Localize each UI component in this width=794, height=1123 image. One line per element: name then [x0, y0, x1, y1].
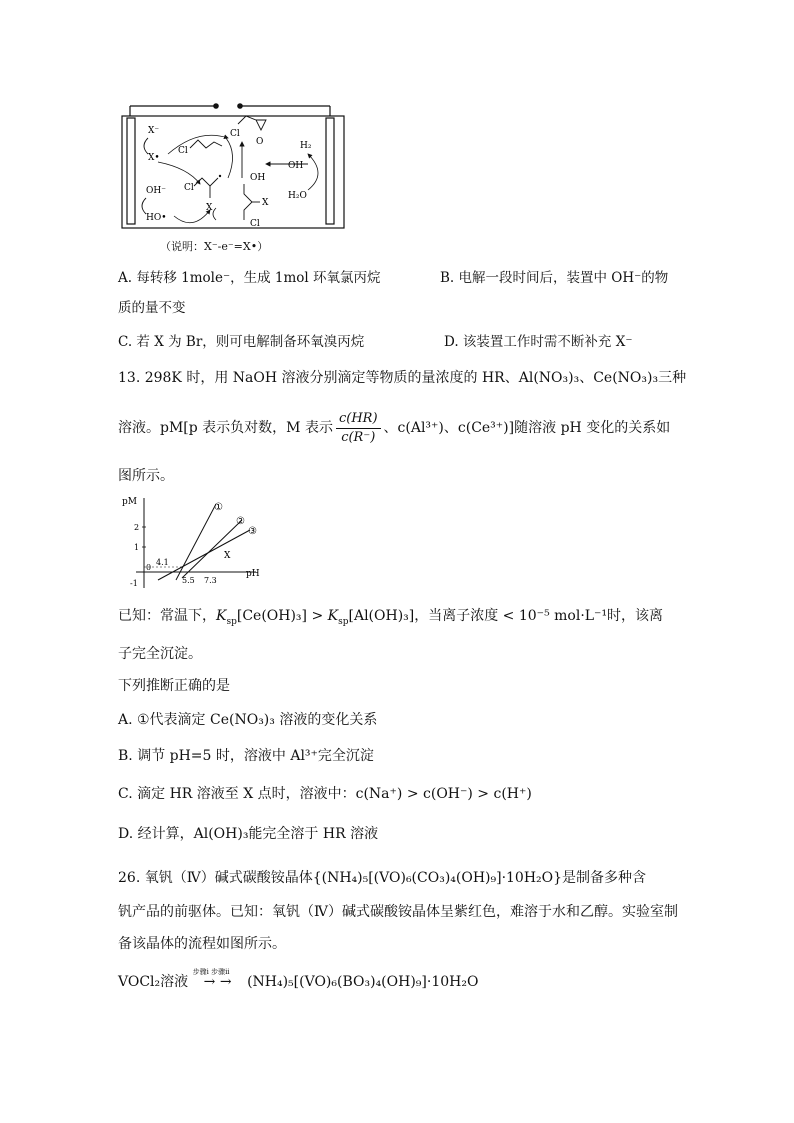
- label-x-radical: X: [206, 203, 213, 213]
- fraction-numerator: c(HR): [336, 410, 381, 429]
- label-x-minus: X⁻: [148, 126, 160, 136]
- label-h2o: H₂O: [288, 191, 307, 201]
- q13-line2-c: ]随溶液 pH 变化的关系如: [508, 420, 671, 436]
- hr-fraction: [336, 410, 381, 447]
- q13-option-a: A. ①代表滴定 Ce(NO₃)₃ 溶液的变化关系: [118, 712, 378, 728]
- diagram-caption: （说明：X⁻-e⁻=X•）: [160, 240, 269, 253]
- q12-option-b-line1: B. 电解一段时间后，装置中 OH⁻的物: [440, 270, 669, 286]
- label-cl-bottom: Cl: [250, 219, 260, 229]
- q13-line2-a: 溶液。pM[p 表示负对数，M 表示: [118, 420, 333, 436]
- fraction-denominator: c(R⁻): [341, 429, 376, 445]
- label-cl-allyl: Cl: [178, 146, 188, 156]
- label-oh-mid: OH: [250, 173, 266, 183]
- label-x-dot: X•: [148, 153, 160, 163]
- q13-line2-b: 、c(Al³⁺)、c(Ce³⁺): [383, 420, 509, 436]
- label-ho-dot: HO•: [146, 213, 167, 223]
- q13-line1-b: Al(NO₃)₃、Ce(NO₃)₃: [518, 370, 659, 386]
- label-oh-left: OH⁻: [146, 186, 166, 196]
- q13-option-b: B. 调节 pH=5 时，溶液中 Al³⁺完全沉淀: [118, 748, 374, 764]
- q12-option-a: A. 每转移 1mole⁻，生成 1mol 环氧氯丙烷: [118, 270, 381, 286]
- label-oh-right: OH⁻: [288, 161, 308, 171]
- ksp-sub-1: sp: [226, 616, 237, 627]
- q26-flow: [118, 968, 479, 992]
- label-cl-top: Cl: [230, 129, 240, 139]
- graph-xlabel: pH: [246, 569, 260, 579]
- q12-option-b-line2: 质的量不变: [118, 300, 186, 316]
- curve-1: [176, 504, 216, 580]
- ytick-2: 2: [134, 523, 140, 532]
- flow-arrows-wrap: [192, 968, 243, 992]
- pm-ph-graph: [118, 492, 268, 592]
- q13-known-d: [Al(OH)₃]: [348, 608, 415, 624]
- ytick-neg1: -1: [130, 579, 138, 588]
- curve-3-label: ③: [248, 526, 257, 537]
- label-h2: H₂: [300, 141, 312, 151]
- q13-line1: [118, 368, 686, 388]
- q13-line1-c: 三种: [658, 370, 687, 386]
- label-7-3: 7.3: [204, 576, 217, 585]
- label-o-epoxide: O: [256, 137, 264, 147]
- q13-known-e: ，当离子浓度 < 10⁻⁵ mol·L⁻¹时，该离: [414, 608, 664, 624]
- graph-ylabel: pM: [122, 497, 137, 507]
- curve-1-label: ①: [214, 502, 223, 513]
- q26-line1: 26. 氧钒（Ⅳ）碱式碳酸铵晶体{(NH₄)₅[(VO)₆(CO₃)₄(OH)₉]·10H₂O}是制备多种含: [118, 870, 647, 886]
- q13-known-a: 已知：常温下，: [118, 608, 216, 624]
- electrolysis-diagram: [118, 98, 358, 258]
- flow-end: (NH₄)₅[(VO)₆(BO₃)₄(OH)₉]·10H₂O: [247, 974, 479, 990]
- q13-line1-a: 13. 298K 时，用 NaOH 溶液分别滴定等物质的量浓度的 HR、: [118, 370, 519, 386]
- q13-prompt: 下列推断正确的是: [118, 678, 230, 694]
- ytick-1: 1: [134, 543, 140, 552]
- flow-steps: 步骤i 步骤ii: [192, 968, 230, 976]
- ksp-symbol-2: K: [327, 608, 339, 624]
- label-x-mid: X: [262, 198, 269, 208]
- ksp-sub-2: sp: [338, 616, 349, 627]
- q26-line3: 备该晶体的流程如图所示。: [118, 936, 286, 952]
- q13-known: [118, 606, 663, 632]
- q12-option-c: C. 若 X 为 Br，则可电解制备环氧溴丙烷: [118, 334, 365, 350]
- label-cl-mid: Cl: [184, 183, 194, 193]
- q13-known-line2: 子完全沉淀。: [118, 646, 202, 662]
- ksp-symbol-1: K: [216, 608, 227, 624]
- q13-line3: 图所示。: [118, 468, 174, 484]
- q13-known-c: [Ce(OH)₃] >: [236, 608, 328, 624]
- label-4-1: 4.1: [156, 558, 169, 567]
- flow-start: VOCl₂溶液: [118, 974, 189, 990]
- q13-option-d: D. 经计算，Al(OH)₃能完全溶于 HR 溶液: [118, 826, 379, 842]
- curve-2-label: ②: [236, 516, 245, 527]
- q13-line2: [118, 406, 670, 450]
- ytick-0: 0: [146, 563, 152, 572]
- curve-2: [182, 520, 242, 578]
- label-5-5: 5.5: [182, 576, 195, 585]
- flow-arrows: → →: [203, 974, 232, 990]
- q26-line2: 钒产品的前驱体。已知：氧钒（Ⅳ）碱式碳酸铵晶体呈紫红色，难溶于水和乙醇。实验室制: [118, 904, 678, 920]
- q13-option-c: C. 滴定 HR 溶液至 X 点时，溶液中：c(Na⁺) > c(OH⁻) > c(H⁺): [118, 786, 532, 802]
- point-x-label: X: [224, 551, 231, 561]
- q12-option-d: D. 该装置工作时需不断补充 X⁻: [444, 334, 633, 350]
